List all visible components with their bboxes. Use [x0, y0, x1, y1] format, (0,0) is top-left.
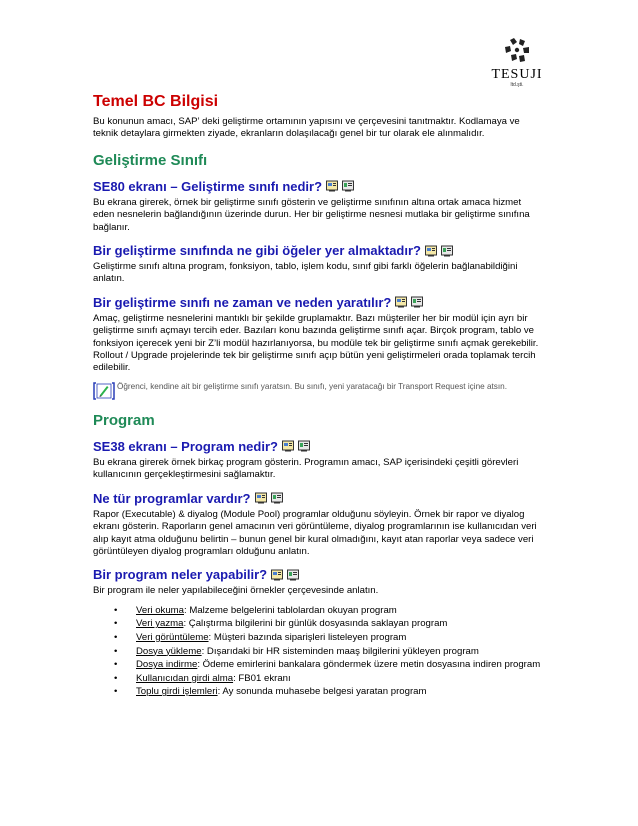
- subsection-heading: [93, 490, 543, 507]
- program-capabilities-list: [93, 604, 543, 699]
- exercise-icon: [93, 381, 115, 401]
- subsection-title: Bir program neler yapabilir?: [93, 567, 268, 583]
- list-item-desc: : Müşteri bazında siparişleri listeleyen program: [208, 631, 407, 643]
- page-title: Temel BC Bilgisi: [93, 93, 219, 110]
- logo-wordmark: TESUJI: [491, 67, 543, 82]
- logo-subtext: ltd.şti.: [510, 82, 524, 88]
- subsection-heading: [93, 294, 543, 311]
- list-item-desc: : Dışarıdaki bir HR sisteminden maaş bilgilerini yükleyen program: [201, 645, 479, 657]
- screen-icon: [441, 245, 453, 257]
- list-item-term: Toplu girdi işlemleri: [136, 686, 218, 698]
- screen-icon: [282, 440, 294, 452]
- bullet-icon: •: [114, 645, 118, 657]
- subsection-text: Amaç, geliştirme nesnelerini mantıklı bir şekilde gruplamaktır. Bazı müşteriler her bir modül için ayrı bir geliştirme sınıfı açmayı tercih eder. Bazıları konu bazında geliştirme sınıfı açar. Birçok program, tablo ve fonksiyon içerecek yeni bir Z’li modül hazırlanıyorsa, bu modüle tek bir geliştirme sınıfı açmak gerekebilir. Rollout / Upgrade projelerinde tek bir geliştirme sınıfı açıp bütün yeni geliştirmeleri orada toplamak tercih edilebilir.: [93, 312, 539, 374]
- screen-icon: [287, 569, 299, 581]
- subsection-text: Geliştirme sınıfı altına program, fonksiyon, tablo, işlem kodu, sınıf gibi farklı öğelerin bağlanabildiğini anlatın.: [93, 261, 518, 285]
- screen-icon: [271, 492, 283, 504]
- subsection-title: Ne tür programlar vardır?: [93, 490, 251, 506]
- company-logo: [488, 36, 546, 92]
- list-item: [114, 645, 543, 659]
- list-item-desc: : Ödeme emirlerini bankalara göndermek üzere metin dosyasına indiren program: [197, 659, 541, 671]
- subsection-title: SE38 ekranı – Program nedir?: [93, 438, 278, 454]
- screen-icon: [395, 296, 407, 308]
- subsection-text: Bu ekrana girerek örnek birkaç program gösterin. Programın amacı, SAP içerisindeki çeşitli görevleri kullanıcının gerçekleştirmesini sağlamaktır.: [93, 456, 519, 481]
- list-item: [114, 658, 543, 672]
- screen-icon: [271, 569, 283, 581]
- screen-icon: [298, 440, 310, 452]
- list-item-desc: : Çalıştırma bilgilerini bir günlük dosyasında saklayan program: [183, 618, 448, 630]
- screen-icon: [342, 180, 354, 192]
- section-heading: Program: [93, 411, 155, 429]
- bullet-icon: •: [114, 686, 118, 698]
- list-item-desc: : Ay sonunda muhasebe belgesi yaratan program: [217, 686, 427, 698]
- subsection-heading: [93, 438, 543, 455]
- list-item-desc: : FB01 ekranı: [233, 672, 291, 684]
- list-item: [114, 617, 543, 631]
- subsection-text: Bir program ile neler yapılabileceğini örnekler çerçevesinde anlatın.: [93, 585, 379, 597]
- bullet-icon: •: [114, 604, 118, 616]
- screen-icon: [425, 245, 437, 257]
- list-item-term: Dosya indirme: [136, 659, 198, 671]
- subsection-title: SE80 ekranı – Geliştirme sınıfı nedir?: [93, 178, 323, 194]
- logo-mark-icon: [500, 36, 534, 66]
- subsection-title: Bir geliştirme sınıfı ne zaman ve neden yaratılır?: [93, 294, 392, 310]
- exercise-note: [93, 381, 543, 401]
- list-item-term: Veri yazma: [136, 618, 184, 630]
- screen-icon: [326, 180, 338, 192]
- section-heading: Geliştirme Sınıfı: [93, 151, 208, 169]
- screen-icon: [255, 492, 267, 504]
- bullet-icon: •: [114, 631, 118, 643]
- subsection-text: Bu ekrana girerek, örnek bir geliştirme sınıfı gösterin ve geliştirme sınıfının altına ortak amaca hizmet eden nesnelerin bağlandığının üzerinde durun. Her bir geliştirme nesnesi mutlaka bir geliştirme sınıfına bağlanır.: [93, 196, 530, 233]
- list-item: [114, 672, 543, 686]
- subsection-heading: [93, 242, 543, 259]
- screen-icon: [411, 296, 423, 308]
- note-text: Öğrenci, kendine ait bir geliştirme sınıfı yaratsın. Bu sınıfı, yeni yaratacağı bir Transport Request içine atsın.: [117, 381, 507, 391]
- subsection-title: Bir geliştirme sınıfında ne gibi öğeler yer almaktadır?: [93, 243, 421, 259]
- list-item-term: Kullanıcıdan girdi alma: [136, 672, 234, 684]
- list-item-term: Veri görüntüleme: [136, 631, 209, 643]
- list-item: [114, 685, 543, 699]
- list-item-desc: : Malzeme belgelerini tablolardan okuyan program: [184, 604, 397, 616]
- bullet-icon: •: [114, 659, 118, 671]
- subsection-text: Rapor (Executable) & diyalog (Module Pool) programlar olduğunu söyleyin. Örnek bir rapor ve diyalog ekranı gösterin. Raporların genel amacının veri görüntüleme, diyalog programlarının ise kullanıcıdan veri alıp kayıt atma olduğunu belirtin – bunun genel bir kural olmadığını, kayıt atan raporlar veya sadece veri görüntüleyen diyalog programları olduğunu anlatın.: [93, 508, 537, 557]
- intro-paragraph: Bu konunun amacı, SAP’ deki geliştirme ortamının yapısını ve çerçevesini tanıtmaktır. Kodlamaya ve teknik detaylara girmekten ziyade, ekranların dolaşılacağı genel bir tur olarak ele alınmalıdır.: [93, 116, 520, 140]
- list-item: [114, 631, 543, 645]
- list-item-term: Veri okuma: [136, 604, 184, 616]
- subsection-heading: [93, 178, 543, 195]
- list-item-term: Dosya yükleme: [136, 645, 202, 657]
- bullet-icon: •: [114, 672, 118, 684]
- main-content: [93, 92, 543, 699]
- subsection-heading: [93, 566, 543, 583]
- list-item: [114, 604, 543, 618]
- bullet-icon: •: [114, 618, 118, 630]
